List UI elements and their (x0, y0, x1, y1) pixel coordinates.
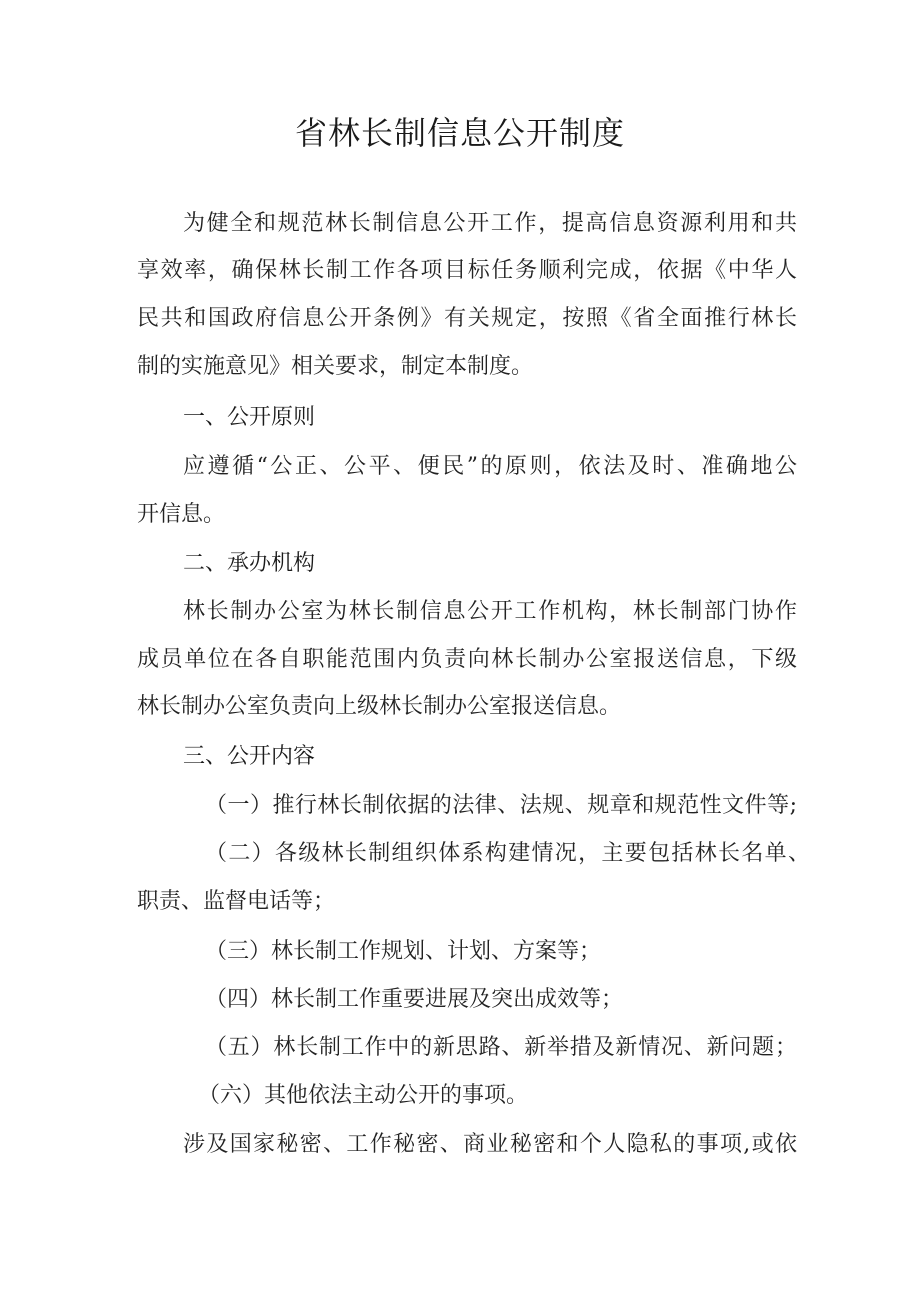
list-item: （二）各级林长制组织体系构建情况，主要包括林长名单、 (205, 841, 810, 866)
paragraph-line: 制的实施意见》相关要求，制定本制度。 (137, 354, 534, 379)
paragraph-line: 林长制办公室为林长制信息公开工作机构，林长制部门协作 (183, 599, 797, 624)
paragraph-line: 为健全和规范林长制信息公开工作，提高信息资源利用和共 (183, 211, 797, 236)
paragraph-line: 开信息。 (137, 502, 226, 527)
paragraph-line: 享效率，确保林长制工作各项目标任务顺利完成，依据《中华人 (137, 258, 797, 283)
paragraph-line: 林长制办公室负责向上级林长制办公室报送信息。 (137, 694, 622, 719)
document-title: 省林长制信息公开制度 (294, 114, 625, 152)
list-item-continuation: 职责、监督电话等； (137, 889, 336, 914)
list-item: （三）林长制工作规划、计划、方案等； (205, 939, 602, 964)
paragraph-line: 应遵循“公正、公平、便民”的原则，依法及时、准确地公 (183, 454, 797, 479)
section-heading-content: 三、公开内容 (183, 744, 316, 769)
list-item: （六）其他依法主动公开的事项。 (198, 1083, 529, 1108)
paragraph-line: 民共和国政府信息公开条例》有关规定，按照《省全面推行林长 (137, 306, 797, 331)
list-item: （一）推行林长制依据的法律、法规、规章和规范性文件等; (205, 793, 797, 818)
section-heading-organization: 二、承办机构 (183, 551, 316, 576)
list-item: （五）林长制工作中的新思路、新举措及新情况、新问题； (205, 1035, 797, 1060)
list-item: （四）林长制工作重要进展及突出成效等； (205, 987, 624, 1012)
section-heading-principles: 一、公开原则 (183, 405, 316, 430)
paragraph-line: 涉及国家秘密、工作秘密、商业秘密和个人隐私的事项,或依 (183, 1132, 797, 1157)
paragraph-line: 成员单位在各自职能范围内负责向林长制办公室报送信息，下级 (137, 647, 797, 672)
